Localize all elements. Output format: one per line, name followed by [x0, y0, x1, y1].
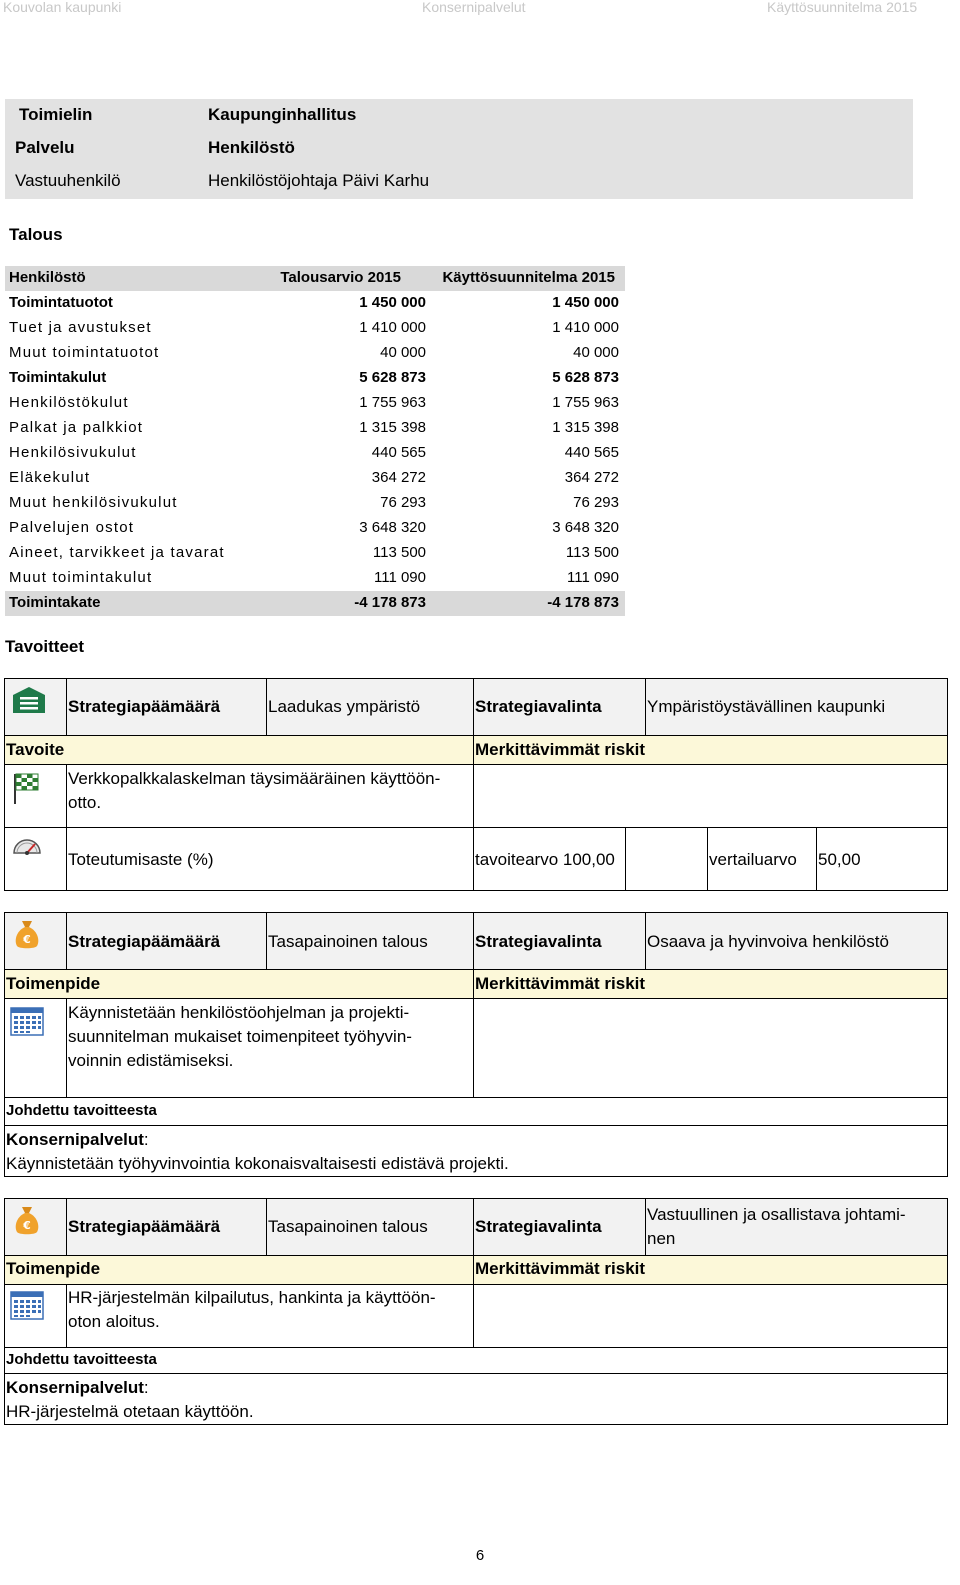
action-type-label: Toimenpide	[4, 1255, 474, 1285]
risk-value	[473, 998, 948, 1098]
col-header: Talousarvio 2015	[280, 269, 401, 286]
info-row	[5, 99, 913, 132]
row-plan: 5 628 873	[552, 369, 619, 386]
row-plan: 111 090	[567, 569, 619, 586]
row-label: Toimintakate	[9, 594, 101, 611]
col-header: Henkilöstö	[9, 269, 86, 286]
table-row	[5, 516, 625, 541]
strategy-choice-value: Osaava ja hyvinvoiva henkilöstö	[645, 912, 948, 970]
compare-value: 50,00	[816, 827, 948, 891]
row-plan: 440 565	[564, 444, 619, 461]
row-budget: 1 410 000	[359, 319, 426, 336]
icon-cell	[4, 678, 67, 736]
table-row	[5, 316, 625, 341]
table-row	[5, 491, 625, 516]
row-label: Eläkekulut	[9, 469, 91, 486]
row-plan: 364 272	[564, 469, 619, 486]
table-row	[5, 541, 625, 566]
action-text-line: HR-järjestelmän kilpailutus, hankinta ja käyttöön-	[68, 1288, 436, 1307]
strategy-choice-line: nen	[647, 1229, 676, 1248]
strategy-choice-label: Strategiavalinta	[473, 912, 646, 970]
goal-text-line: Verkkopalkkalaskelman täysimääräinen käyttöön-	[68, 769, 441, 788]
row-plan: 1 315 398	[552, 419, 619, 436]
risk-label: Merkittävimmät riskit	[473, 969, 948, 999]
risk-value	[473, 764, 948, 828]
row-plan: 1 410 000	[552, 319, 619, 336]
derived-goal-text: HR-järjestelmä otetaan käyttöön.	[6, 1402, 254, 1421]
table-row	[5, 366, 625, 391]
action-text	[66, 998, 474, 1098]
info-value: Henkilöstöjohtaja Päivi Karhu	[208, 171, 430, 190]
goal-text	[66, 764, 474, 828]
finance-header-row	[5, 266, 625, 291]
strategy-choice-value: Ympäristöystävällinen kaupunki	[645, 678, 948, 736]
money-bag-icon	[13, 1205, 41, 1237]
info-row	[5, 165, 913, 198]
money-bag-icon	[13, 919, 41, 951]
icon-cell	[4, 827, 67, 891]
svg-text:€: €	[23, 1219, 31, 1232]
strategy-value: Tasapainoinen talous	[266, 912, 474, 970]
table-row	[5, 566, 625, 591]
row-label: Muut toimintatuotot	[9, 344, 160, 361]
row-budget: 3 648 320	[359, 519, 426, 536]
finance-table	[5, 266, 625, 616]
page-number: 6	[475, 1547, 485, 1564]
calendar-icon	[9, 1005, 45, 1037]
unit-colon: :	[143, 1130, 149, 1149]
row-label: Palvelujen ostot	[9, 519, 135, 536]
icon-cell	[4, 1284, 67, 1348]
row-plan: 1 450 000	[552, 294, 619, 311]
header-section: Konsernipalvelut	[422, 0, 526, 15]
action-text	[66, 1284, 474, 1348]
col-header: Käyttösuunnitelma 2015	[442, 269, 615, 286]
row-label: Toimintakulut	[9, 369, 107, 386]
building-icon	[11, 685, 47, 715]
table-row	[5, 341, 625, 366]
row-budget: 440 565	[371, 444, 426, 461]
row-label: Henkilösivukulut	[9, 444, 137, 461]
derived-label: Johdettu tavoitteesta	[4, 1097, 948, 1126]
target-value: tavoitearvo 100,00	[473, 827, 626, 891]
row-budget: 76 293	[380, 494, 426, 511]
icon-cell	[4, 1198, 67, 1256]
derived-label: Johdettu tavoitteesta	[4, 1347, 948, 1374]
risk-label: Merkittävimmät riskit	[473, 735, 948, 765]
row-label: Muut henkilösivukulut	[9, 494, 178, 511]
tavoitteet-title: Tavoitteet	[5, 637, 85, 656]
strategy-choice-line: Vastuullinen ja osallistava johtami-	[647, 1205, 906, 1224]
checkered-flag-icon	[11, 771, 41, 805]
row-label: Toimintatuotot	[9, 294, 113, 311]
row-budget: 364 272	[371, 469, 426, 486]
derived-goal	[4, 1373, 948, 1425]
gauge-icon	[11, 834, 43, 856]
row-label: Aineet, tarvikkeet ja tavarat	[9, 544, 225, 561]
unit-colon: :	[143, 1378, 149, 1397]
svg-text:€: €	[23, 933, 31, 946]
table-row	[5, 466, 625, 491]
info-label: Vastuuhenkilö	[15, 171, 121, 190]
derived-goal	[4, 1125, 948, 1177]
strategy-label: Strategiapäämäärä	[66, 1198, 267, 1256]
unit-name: Konsernipalvelut	[6, 1378, 144, 1397]
strategy-choice-label: Strategiavalinta	[473, 678, 646, 736]
info-label: Palvelu	[15, 138, 75, 157]
info-row	[5, 132, 913, 165]
strategy-choice-label: Strategiavalinta	[473, 1198, 646, 1256]
risk-value	[473, 1284, 948, 1348]
row-label: Tuet ja avustukset	[9, 319, 152, 336]
header-doc: Käyttösuunnitelma 2015	[767, 0, 918, 15]
info-box	[5, 99, 913, 199]
row-label: Palkat ja palkkiot	[9, 419, 144, 436]
row-budget: -4 178 873	[354, 594, 426, 611]
risk-label: Merkittävimmät riskit	[473, 1255, 948, 1285]
row-label: Muut toimintakulut	[9, 569, 153, 586]
row-plan: 3 648 320	[552, 519, 619, 536]
row-plan: 40 000	[573, 344, 619, 361]
table-row	[5, 291, 625, 316]
row-plan: 1 755 963	[552, 394, 619, 411]
table-row	[5, 591, 625, 616]
strategy-label: Strategiapäämäärä	[66, 912, 267, 970]
row-budget: 5 628 873	[359, 369, 426, 386]
icon-cell	[4, 912, 67, 970]
table-row	[5, 441, 625, 466]
calendar-icon	[9, 1289, 45, 1321]
icon-cell	[4, 998, 67, 1098]
info-label: Toimielin	[19, 105, 93, 124]
unit-name: Konsernipalvelut	[6, 1130, 144, 1149]
row-plan: 113 500	[565, 544, 619, 561]
goal-type-label: Tavoite	[4, 735, 474, 765]
empty-cell	[625, 827, 708, 891]
action-type-label: Toimenpide	[4, 969, 474, 999]
row-budget: 40 000	[380, 344, 426, 361]
action-text-line: Käynnistetään henkilöstöohjelman ja projekti-	[68, 1003, 410, 1022]
row-budget: 1 755 963	[359, 394, 426, 411]
table-row	[5, 391, 625, 416]
strategy-label: Strategiapäämäärä	[66, 678, 267, 736]
table-row	[5, 416, 625, 441]
action-text-line: voinnin edistämiseksi.	[68, 1051, 234, 1070]
row-plan: -4 178 873	[547, 594, 619, 611]
row-budget: 1 315 398	[359, 419, 426, 436]
header-org: Kouvolan kaupunki	[3, 0, 122, 15]
action-text-line: suunnitelman mukaiset toimenpiteet työhyvin-	[68, 1027, 412, 1046]
row-budget: 111 090	[374, 569, 426, 586]
icon-cell	[4, 764, 67, 828]
row-plan: 76 293	[573, 494, 619, 511]
info-value: Kaupunginhallitus	[208, 105, 357, 124]
strategy-value: Tasapainoinen talous	[266, 1198, 474, 1256]
action-text-line: oton aloitus.	[68, 1312, 160, 1331]
row-budget: 113 500	[372, 544, 426, 561]
compare-label: vertailuarvo	[707, 827, 817, 891]
strategy-value: Laadukas ympäristö	[266, 678, 474, 736]
row-label: Henkilöstökulut	[9, 394, 129, 411]
derived-goal-text: Käynnistetään työhyvinvointia kokonaisvaltaisesti edistävä projekti.	[6, 1154, 509, 1173]
metric-label: Toteutumisaste (%)	[66, 827, 474, 891]
info-value: Henkilöstö	[208, 138, 295, 157]
goal-text-line: otto.	[68, 793, 102, 812]
row-budget: 1 450 000	[359, 294, 426, 311]
page-header	[0, 0, 960, 14]
talous-title: Talous	[9, 225, 63, 244]
strategy-choice-value	[645, 1198, 948, 1256]
